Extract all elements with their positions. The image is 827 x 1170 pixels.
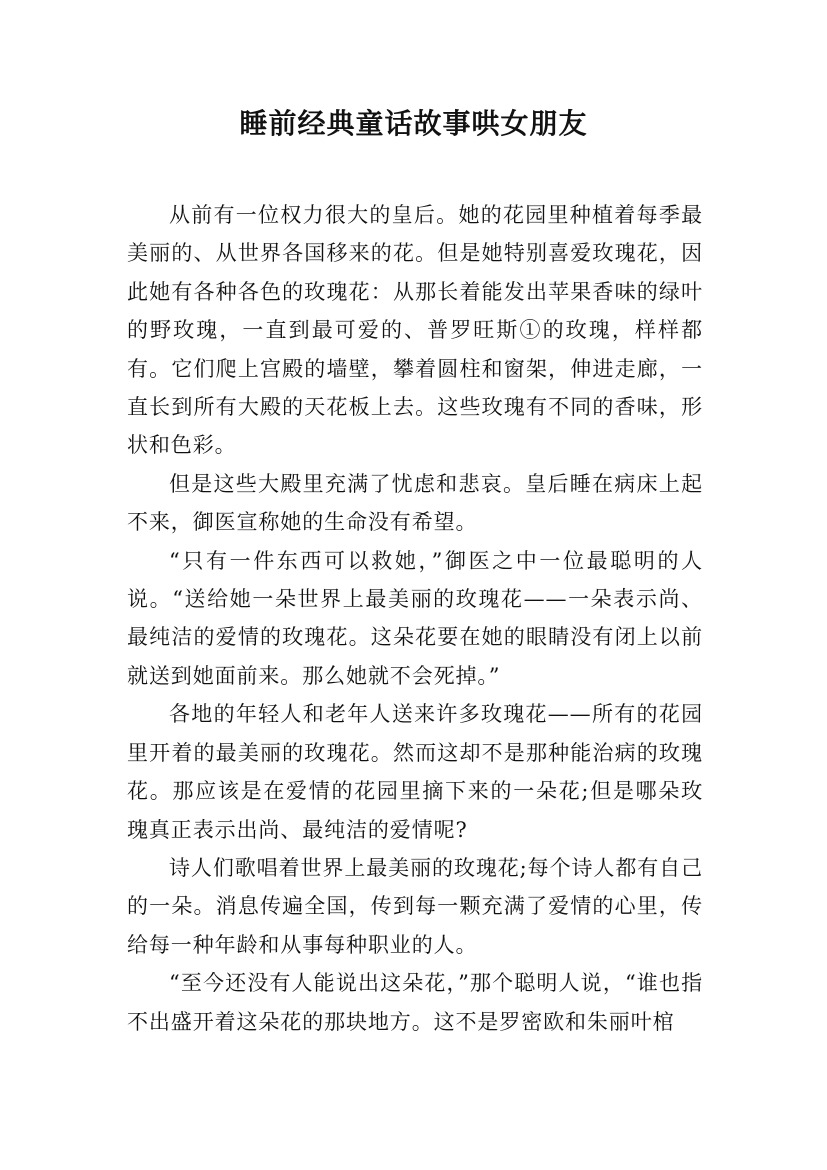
paragraph-2: 但是这些大殿里充满了忧虑和悲哀。皇后睡在病床上起不来，御医宣称她的生命没有希望。 <box>127 471 703 535</box>
paragraph-3: “只有一件东西可以救她，”御医之中一位最聪明的人说。“送给她一朵世界上最美丽的玫瑰花——一朵表示尚、最纯洁的爱情的玫瑰花。这朵花要在她的眼睛没有闭上以前就送到她面前来。那么她就不会死掉。” <box>127 548 703 688</box>
document-title: 睡前经典童话故事哄女朋友 <box>239 107 588 140</box>
paragraph-5: 诗人们歌唱着世界上最美丽的玫瑰花;每个诗人都有自己的一朵。消息传遍全国，传到每一颗充满了爱情的心里，传给每一种年龄和从事每种职业的人。 <box>127 855 703 957</box>
paragraph-6: “至今还没有人能说出这朵花，”那个聪明人说，“谁也指不出盛开着这朵花的那块地方。这不是罗密欧和朱丽叶棺 <box>127 971 703 1034</box>
paragraph-1: 从前有一位权力很大的皇后。她的花园里种植着每季最美丽的、从世界各国移来的花。但是她特别喜爱玫瑰花，因此她有各种各色的玫瑰花：从那长着能发出苹果香味的绿叶的野玫瑰，一直到最可爱的、普罗旺斯①的玫瑰，样样都有。它们爬上宫殿的墙壁，攀着圆柱和窗架，伸进走廊，一直长到所有大殿的天花板上去。这些玫瑰有不同的香味，形状和色彩。 <box>127 203 703 458</box>
document-body <box>127 196 703 1041</box>
paragraph-4: 各地的年轻人和老年人送来许多玫瑰花——所有的花园里开着的最美丽的玫瑰花。然而这却不是那种能治病的玫瑰花。那应该是在爱情的花园里摘下来的一朵花;但是哪朵玫瑰真正表示出尚、最纯洁的爱情呢? <box>127 702 703 842</box>
